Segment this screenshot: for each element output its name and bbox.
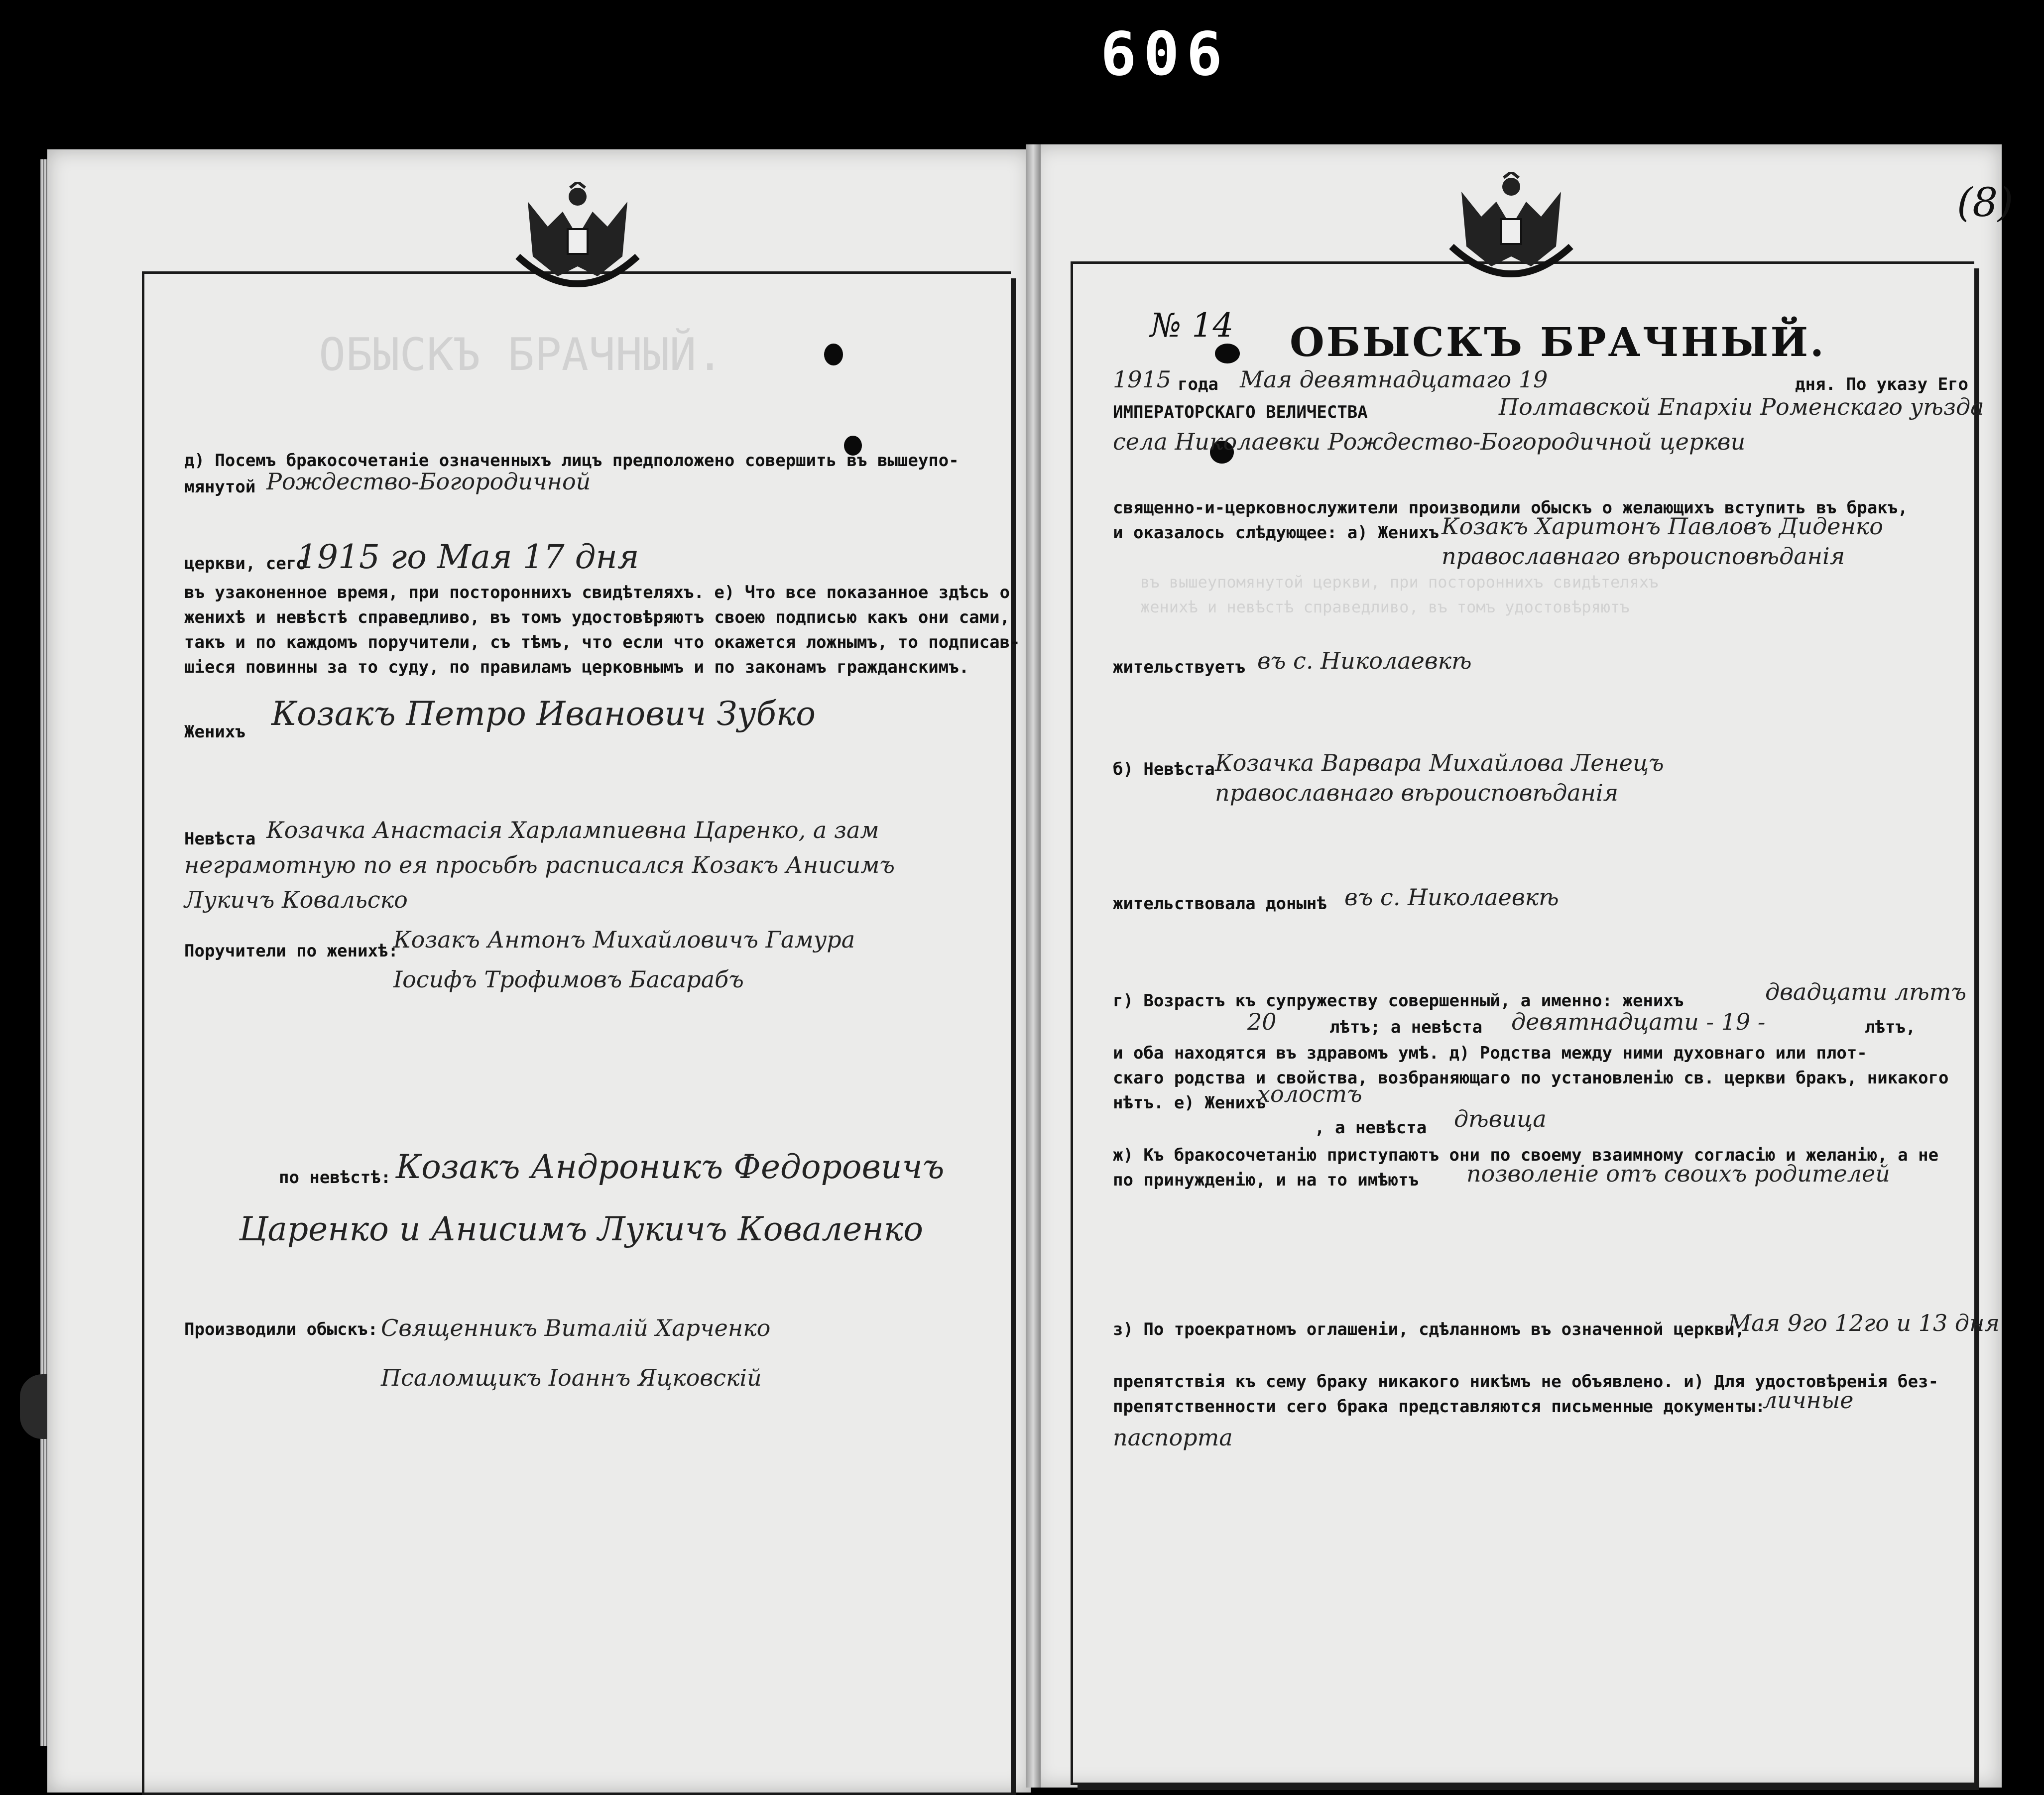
bleed-through-text: ОБЫСКЪ БРАЧНЫЙ. xyxy=(319,329,723,381)
groom-label: Женихъ xyxy=(184,722,245,742)
diocese-name: Полтавской Епархiи Роменскаго уѣзда xyxy=(1499,393,1984,420)
line-2: ИМПЕРАТОРСКАГО ВЕЛИЧЕСТВА xyxy=(1113,402,1368,422)
clause-church: церкви, сего xyxy=(184,554,307,574)
clause-g: д) Посемъ бракосочетанiе означенныхъ лицъ предположено совершить въ вышеупо- xyxy=(184,451,959,471)
clause-g-cont: мянутой xyxy=(184,477,256,497)
margin-page-mark: (8) xyxy=(1957,179,2014,226)
ink-blot xyxy=(1215,344,1240,363)
bride-religion: православнаго вѣроисповѣданiя xyxy=(1215,779,1619,806)
groom-name: Козакъ Харитонъ Павловъ Диденко xyxy=(1442,513,1883,540)
kinship-line-2: скаго родства и свойства, возбраняющаго по установленiю св. церкви бракъ, никакого xyxy=(1113,1068,1949,1088)
banns-dates: Мая 9го 12го и 13 дня xyxy=(1728,1310,2000,1336)
groom-status: холостъ xyxy=(1257,1080,1362,1107)
sureties-bride-label: по невѣстѣ: xyxy=(279,1168,391,1188)
parish-name: села Николаевки Рождество-Богородичной церкви xyxy=(1113,428,1746,455)
investigator-2-signature: Псаломщикъ Iоаннъ Яцковскiй xyxy=(381,1364,762,1391)
line-1-b: дня. По указу Его xyxy=(1795,374,1968,394)
documents-b: паспорта xyxy=(1113,1424,1233,1451)
bride-name: Козачка Варвара Михайлова Ленецъ xyxy=(1215,749,1664,776)
impediment-line-1: препятствiя къ сему браку никакого никѣмъ не объявлено. и) Для удостовѣренiя без- xyxy=(1113,1372,1939,1392)
bleed-through-text: въ вышеупомянутой церкви, при постороннихъ свидѣтеляхъ xyxy=(1140,573,1659,592)
clause-e-line-1: въ узаконенное время, при постороннихъ свидѣтеляхъ. е) Что все показанное здѣсь о xyxy=(184,583,1010,602)
imperial-eagle-emblem-icon xyxy=(1432,172,1591,301)
bride-label: б) Невѣста xyxy=(1113,759,1215,779)
frame-number: 606 xyxy=(1100,20,1229,89)
wedding-date: 1915 го Мая 17 дня xyxy=(296,538,639,576)
bride-signature-line-2: неграмотную по ея просьбѣ расписался Козакъ Анисимъ xyxy=(184,851,895,878)
clause-e-line-2: женихѣ и невѣстѣ справедливо, въ томъ удостовѣряютъ своею подписью какъ они сами, xyxy=(184,607,1010,627)
bride-status: дѣвица xyxy=(1454,1105,1547,1132)
bride-residence: въ с. Николаевкѣ xyxy=(1344,884,1559,911)
marital-status-line: нѣтъ. е) Женихъ xyxy=(1113,1093,1266,1113)
surety-groom-1: Козакъ Антонъ Михайловичъ Гамура xyxy=(393,926,855,953)
bleed-through-text: женихѣ и невѣстѣ справедливо, въ томъ удостовѣряютъ xyxy=(1140,598,1630,616)
page-title: ОБЫСКЪ БРАЧНЫЙ. xyxy=(1290,319,1826,365)
age-line: г) Возрастъ къ супружеству совершенный, а именно: женихъ xyxy=(1113,991,1684,1011)
documents-a: личные xyxy=(1763,1387,1854,1414)
record-number: № 14 xyxy=(1150,306,1234,345)
surety-bride-1: Козакъ Андроникъ Федоровичъ xyxy=(396,1148,945,1186)
age-line-3: лѣтъ, xyxy=(1865,1017,1916,1037)
clause-e-line-4: шiеся повинны за то суду, по правиламъ церковнымъ и по законамъ гражданскимъ. xyxy=(184,657,969,677)
bride-age: девятнадцати - 19 - xyxy=(1511,1008,1766,1035)
sureties-groom-label: Поручители по женихѣ: xyxy=(184,941,398,961)
groom-age-words: двадцати лѣтъ xyxy=(1765,978,1967,1005)
consent-line-2: по принужденiю, и на то имѣютъ xyxy=(1113,1170,1419,1190)
ink-blot xyxy=(824,344,843,365)
line-4: священно-и-церковнослужители производили обыскъ о желающихъ вступить въ бракъ, xyxy=(1113,498,1908,518)
church-name: Рождество-Богородичной xyxy=(266,468,591,495)
kinship-line-1: и оба находятся въ здравомъ умѣ. д) Родства между ними духовнаго или плот- xyxy=(1113,1043,1867,1063)
record-year: 1915 xyxy=(1113,366,1172,393)
impediment-line-2: препятственности сего брака представляются письменные документы: xyxy=(1113,1397,1766,1417)
age-line-2: лѣтъ; а невѣста xyxy=(1329,1017,1483,1037)
groom-residence-label: жительствуетъ xyxy=(1113,657,1246,677)
investigators-label: Производили обыскъ: xyxy=(184,1319,378,1339)
investigator-1-signature: Священникъ Виталiй Харченко xyxy=(381,1315,771,1341)
surety-groom-2: Iосифъ Трофимовъ Басарабъ xyxy=(393,966,744,993)
clause-e-line-3: такъ и по каждомъ поручители, съ тѣмъ, что если что окажется ложнымъ, то подписав- xyxy=(184,632,1020,652)
bride-signature-line-3: Лукичъ Ковальско xyxy=(184,886,408,913)
imperial-eagle-emblem-icon xyxy=(498,182,657,311)
groom-residence: въ с. Николаевкѣ xyxy=(1257,647,1472,674)
groom-signature: Козакъ Петро Иванович Зубко xyxy=(271,695,816,733)
bride-label: Невѣста xyxy=(184,829,256,849)
surety-bride-2: Царенко и Анисимъ Лукичъ Коваленко xyxy=(239,1210,924,1248)
line-5: и оказалось слѣдующее: а) Женихъ xyxy=(1113,523,1440,543)
parental-permission: позволенiе отъ своихъ родителей xyxy=(1466,1160,1890,1187)
consent-line-1: ж) Къ бракосочетанiю приступаютъ они по своему взаимному согласiю и желанiю, а не xyxy=(1113,1145,1939,1165)
bride-signature-line-1: Козачка Анастасiя Харлампиевна Царенко, а зам xyxy=(266,817,879,843)
left-page-border xyxy=(142,271,1011,1795)
bride-status-label: , а невѣста xyxy=(1315,1118,1427,1138)
line-1-a: года xyxy=(1178,374,1218,394)
banns-line: з) По троекратномъ оглашенiи, сдѣланномъ въ означенной церкви, xyxy=(1113,1319,1745,1339)
groom-age-number: 20 xyxy=(1247,1008,1277,1035)
groom-religion: православнаго вѣроисповѣданiя xyxy=(1442,543,1845,570)
record-day-month: Мая девятнадцатаго 19 xyxy=(1240,366,1548,393)
book-spine xyxy=(1026,144,1041,1788)
bride-residence-label: жительствовала донынѣ xyxy=(1113,894,1327,914)
